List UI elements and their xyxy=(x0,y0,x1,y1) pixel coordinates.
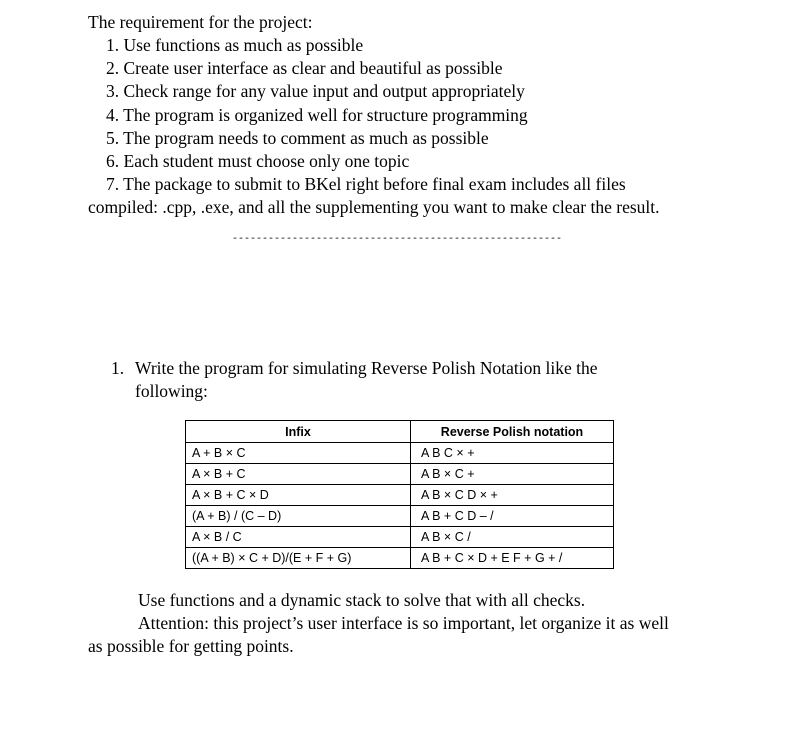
requirement-item-6: 6. Each student must choose only one topic xyxy=(106,151,410,171)
infix-cell: A × B + C × D xyxy=(186,485,411,506)
header-infix: Infix xyxy=(186,421,411,443)
rpn-table xyxy=(185,420,614,569)
note-line-1: Use functions and a dynamic stack to solve that with all checks. xyxy=(138,590,586,610)
rpn-cell: A B × C / xyxy=(411,527,614,548)
requirement-item-5: 5. The program needs to comment as much as possible xyxy=(106,128,489,148)
requirement-item-4: 4. The program is organized well for structure programming xyxy=(106,105,528,125)
requirement-item-3: 3. Check range for any value input and output appropriately xyxy=(106,81,525,101)
task-line-1 xyxy=(111,357,597,380)
table-row xyxy=(186,443,614,464)
task-number: 1. xyxy=(111,358,125,378)
table-row xyxy=(186,548,614,569)
requirement-item-2: 2. Create user interface as clear and beautiful as possible xyxy=(106,58,503,78)
note-line-2: Attention: this project’s user interface is so important, let organize it as well xyxy=(138,613,669,633)
infix-cell: A × B + C xyxy=(186,464,411,485)
requirement-continuation: compiled: .cpp, .exe, and all the supplementing you want to make clear the result. xyxy=(88,197,660,217)
task-line-2: following: xyxy=(135,381,208,401)
infix-cell: A × B / C xyxy=(186,527,411,548)
requirement-item-1: 1. Use functions as much as possible xyxy=(106,35,364,55)
rpn-cell: A B × C D × + xyxy=(411,485,614,506)
rpn-cell: A B + C × D + E F + G + / xyxy=(411,548,614,569)
note-line-3: as possible for getting points. xyxy=(88,636,294,656)
infix-cell: (A + B) / (C – D) xyxy=(186,506,411,527)
requirement-item-7: 7. The package to submit to BKel right before final exam includes all files xyxy=(106,174,626,194)
rpn-cell: A B × C + xyxy=(411,464,614,485)
header-rpn: Reverse Polish notation xyxy=(411,421,614,443)
infix-cell: ((A + B) × C + D)/(E + F + G) xyxy=(186,548,411,569)
table-row xyxy=(186,485,614,506)
section-divider: ------------------------------------------------------- xyxy=(232,234,563,245)
table-row xyxy=(186,506,614,527)
rpn-cell: A B C × + xyxy=(411,443,614,464)
rpn-cell: A B + C D – / xyxy=(411,506,614,527)
table-row xyxy=(186,527,614,548)
table-header-row xyxy=(186,421,614,443)
task-text-1: Write the program for simulating Reverse Polish Notation like the xyxy=(135,358,598,378)
requirements-heading: The requirement for the project: xyxy=(88,12,313,32)
table-row xyxy=(186,464,614,485)
infix-cell: A + B × C xyxy=(186,443,411,464)
